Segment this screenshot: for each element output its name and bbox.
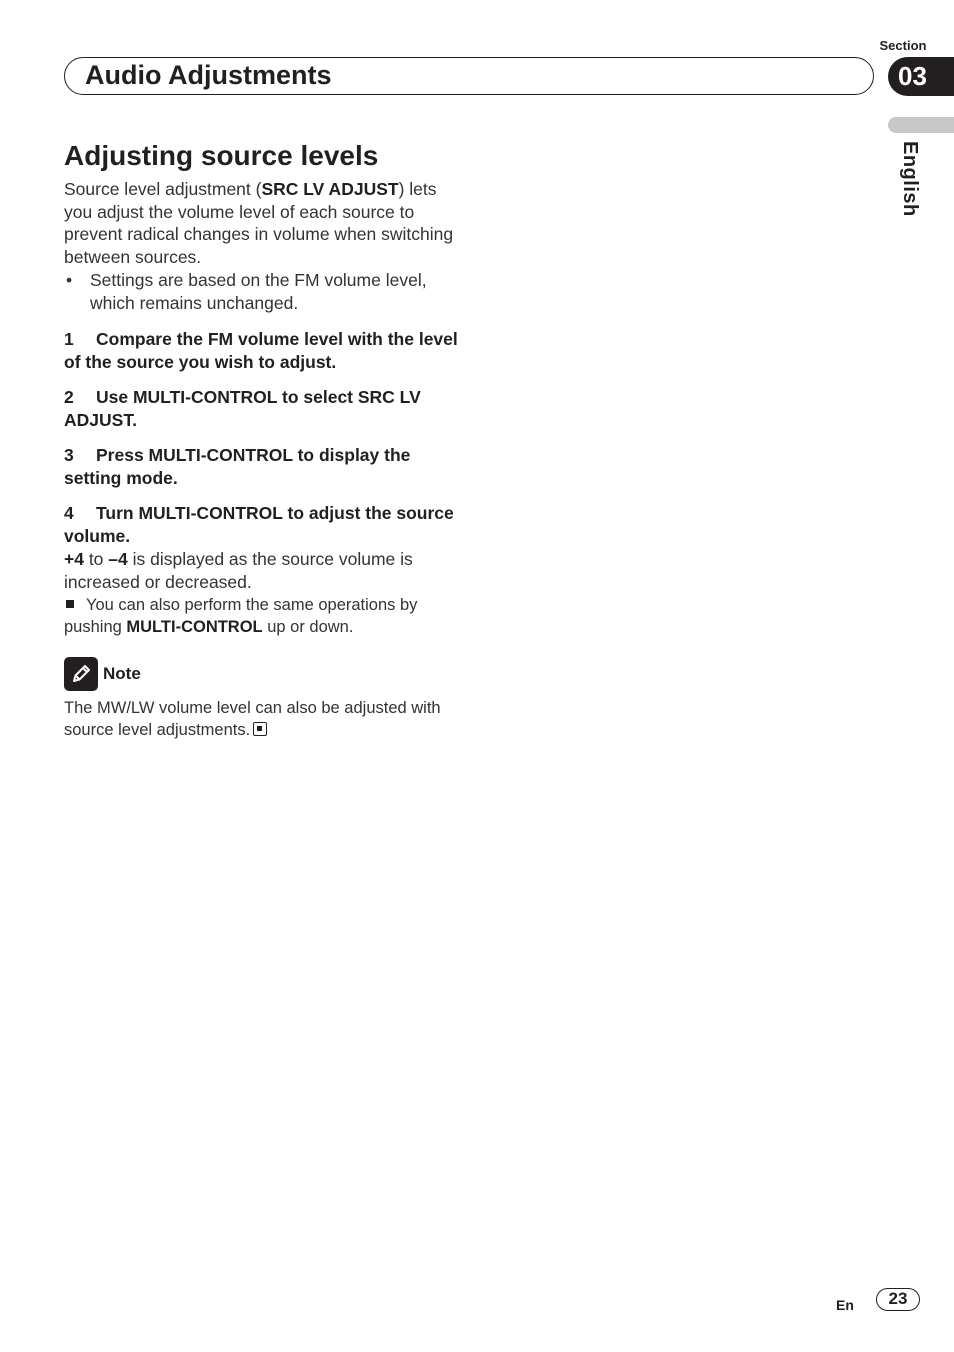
- language-tab: [888, 117, 954, 133]
- footer-language-code: En: [836, 1297, 854, 1313]
- step-3: [64, 444, 459, 490]
- main-content: [64, 140, 459, 742]
- range-max: +4: [64, 549, 84, 570]
- section-number-tab: 03: [888, 57, 954, 96]
- step-1: [64, 328, 459, 374]
- step-text: Use MULTI-CONTROL to select SRC LV ADJUST.: [64, 387, 421, 431]
- bullet-dot: •: [66, 269, 73, 290]
- bullet-list: [64, 269, 459, 314]
- page-number: 23: [876, 1288, 920, 1311]
- square-bullet-icon: [66, 600, 74, 608]
- section-label: Section: [879, 38, 927, 53]
- bullet-text: Settings are based on the FM volume level, which remains unchanged.: [90, 269, 427, 313]
- step-text: Compare the FM volume level with the level of the source you wish to adjust.: [64, 329, 458, 373]
- note-header: [64, 657, 459, 691]
- step-number: 1: [64, 329, 74, 350]
- step-4: [64, 502, 459, 548]
- page-heading: Adjusting source levels: [64, 140, 379, 171]
- step-number: 4: [64, 503, 74, 524]
- intro-text-start: Source level adjustment (: [64, 179, 262, 199]
- tip-text-end: up or down.: [262, 618, 354, 637]
- note-body: The MW/LW volume level can also be adjusted with source level adjustments.: [64, 698, 441, 740]
- step-2: [64, 386, 459, 432]
- language-label: English: [899, 141, 921, 217]
- bullet-item: [64, 269, 459, 314]
- intro-menu-name: SRC LV ADJUST: [261, 179, 399, 199]
- tip-control-name: MULTI-CONTROL: [126, 618, 263, 637]
- range-desc: is displayed as the source volume is increased or decreased.: [64, 549, 413, 592]
- intro-paragraph: [64, 178, 459, 269]
- end-mark-icon: [253, 722, 267, 736]
- step-text: Press MULTI-CONTROL to display the setting mode.: [64, 445, 411, 489]
- chapter-title: Audio Adjustments: [85, 60, 332, 90]
- range-min: –4: [108, 549, 128, 570]
- step-number: 3: [64, 445, 74, 466]
- pencil-icon: [64, 657, 98, 691]
- tip-paragraph: [64, 594, 459, 639]
- tip-text-start: You can also perform the same operations by pushing: [64, 595, 418, 637]
- chapter-header: [64, 57, 874, 95]
- step-4-description: [64, 548, 459, 593]
- intro-text-end: ) lets you adjust the volume level of each source to prevent radical changes in volume when switching between sources.: [64, 179, 454, 268]
- range-to: to: [83, 549, 109, 570]
- note-label: Note: [103, 663, 141, 683]
- step-number: 2: [64, 387, 74, 408]
- note-text: [64, 697, 459, 742]
- step-text: Turn MULTI-CONTROL to adjust the source volume.: [64, 503, 454, 547]
